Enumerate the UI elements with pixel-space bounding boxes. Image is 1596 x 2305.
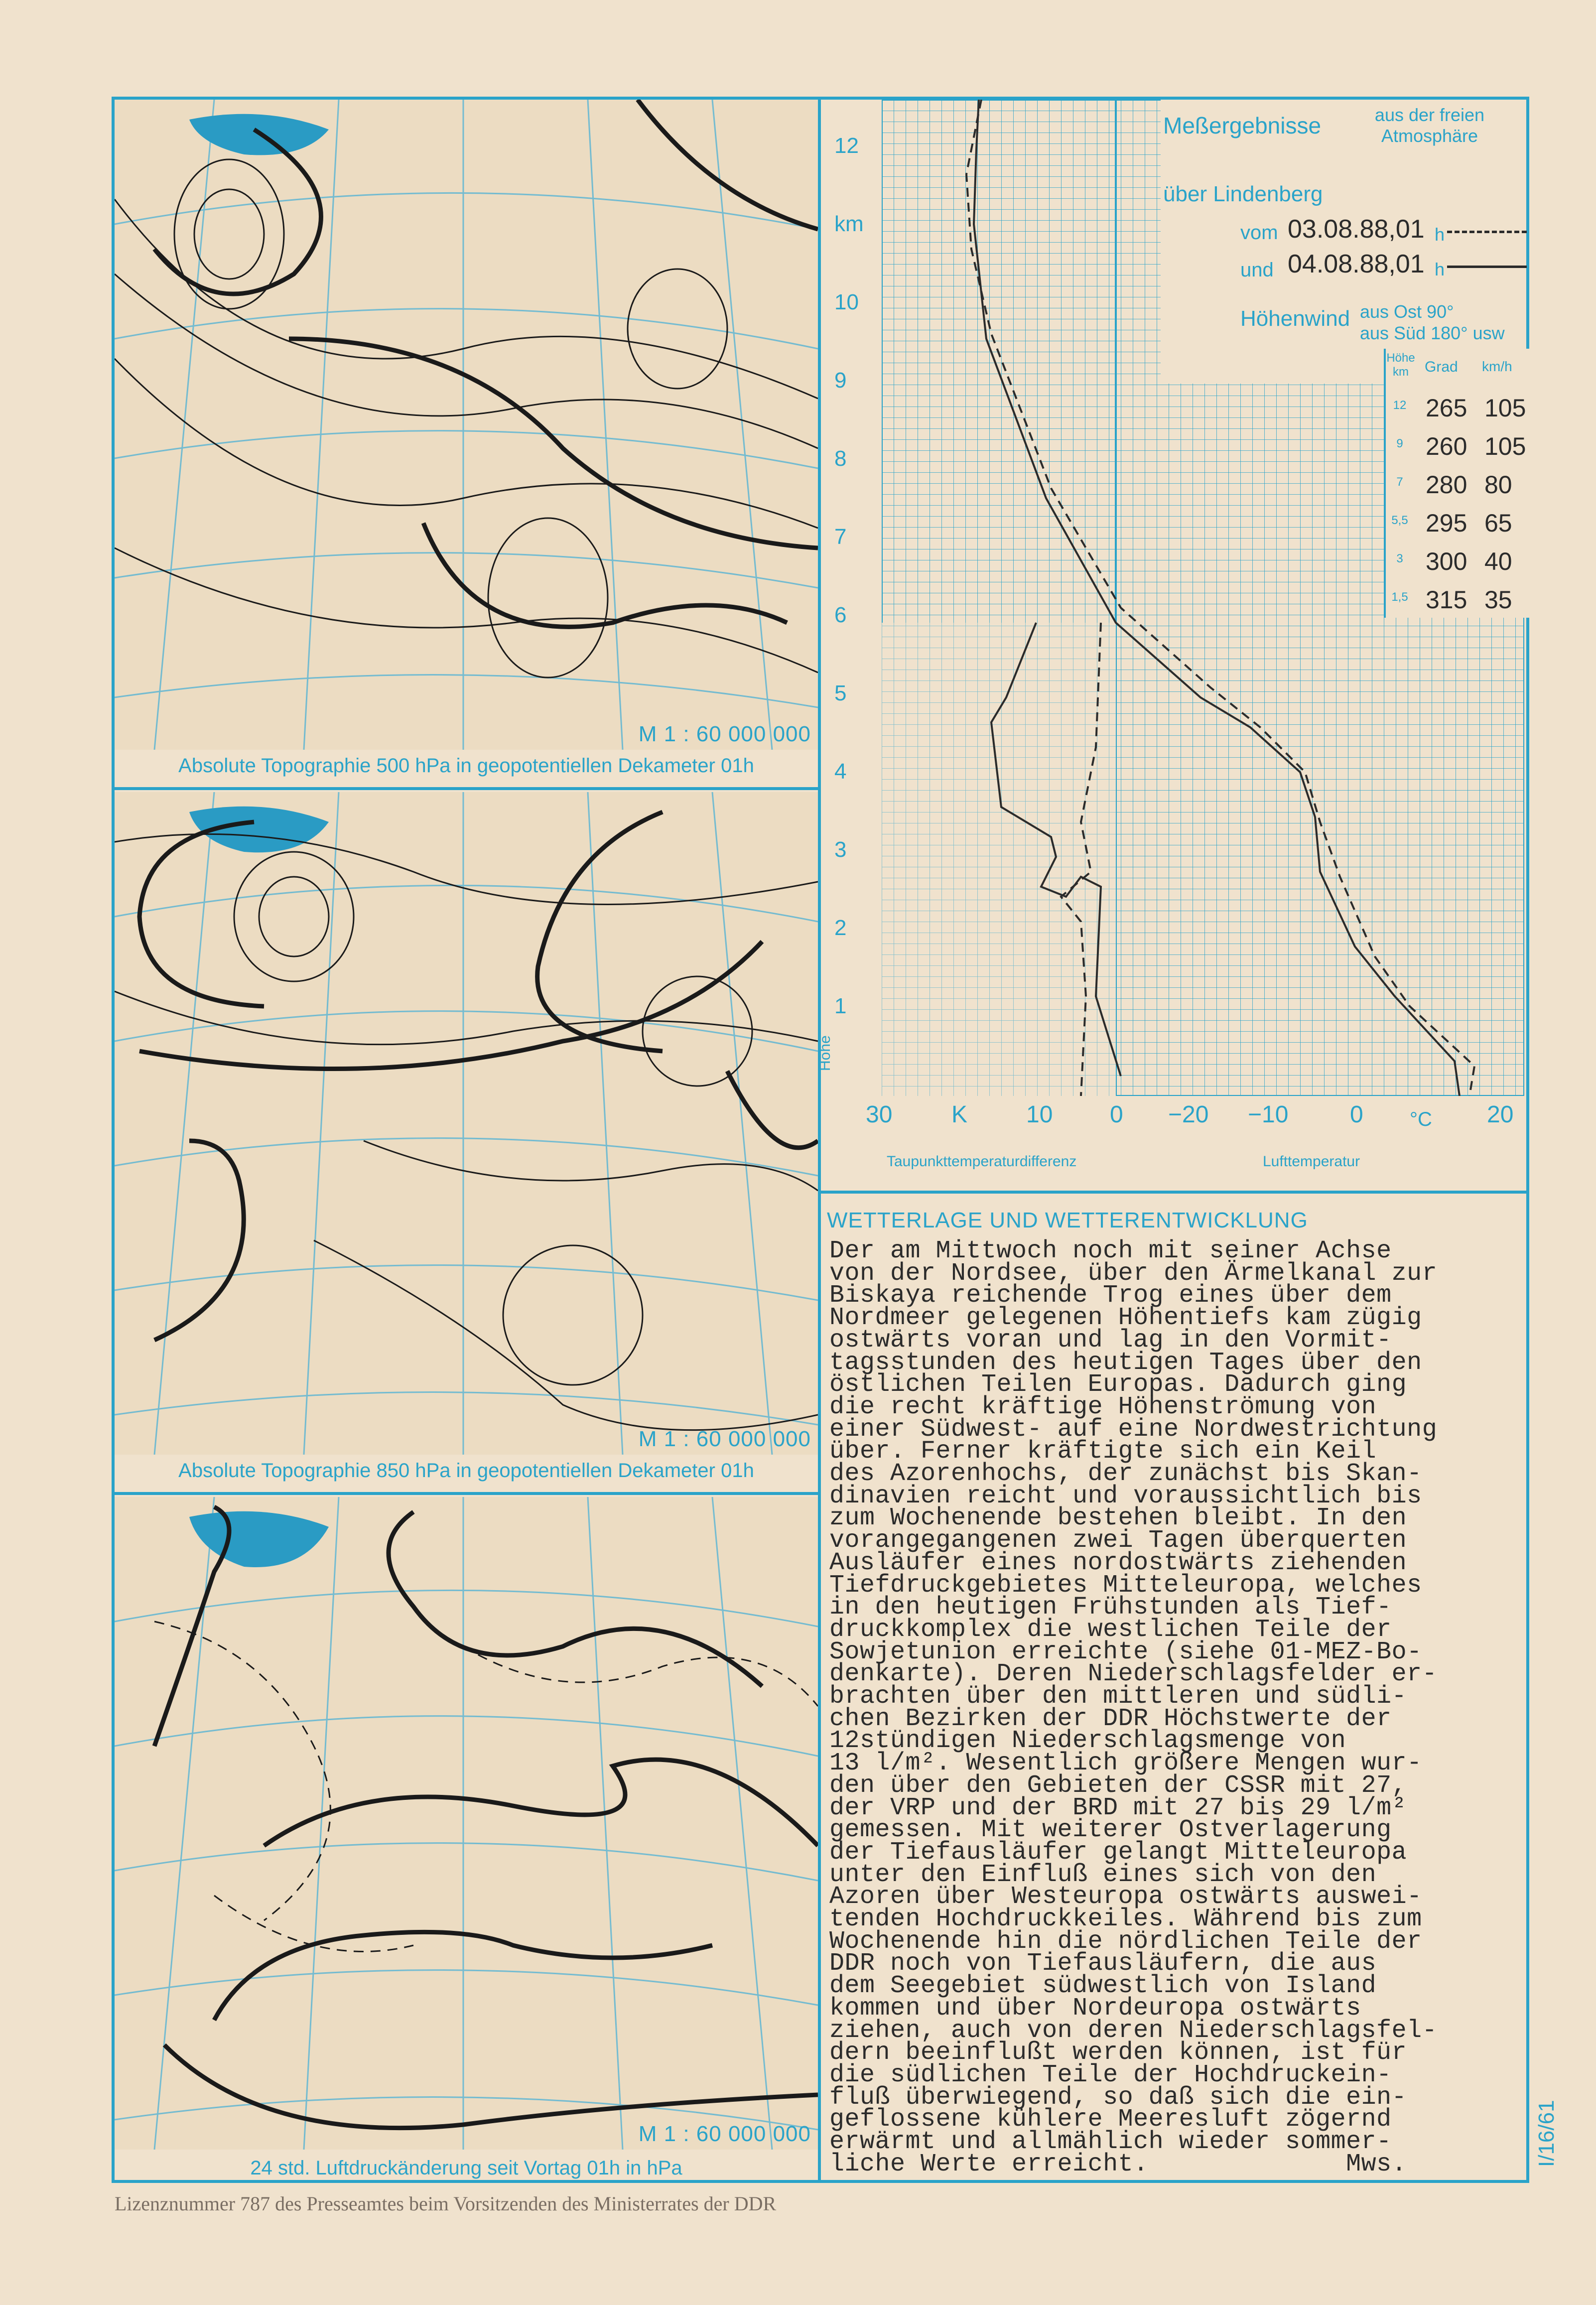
wind-row-speed: 65	[1484, 509, 1512, 537]
col-speed: km/h	[1482, 359, 1512, 374]
col-deg: Grad	[1425, 359, 1458, 375]
y-tick-label: 10	[834, 290, 859, 314]
x-right-tick: 0	[1350, 1101, 1363, 1128]
y-tick-label: 3	[834, 837, 847, 862]
article-line: die recht kräftige Höhenströmung von	[829, 1392, 1377, 1421]
article-line: dinavien reicht und voraussichtlich bis	[829, 1482, 1422, 1510]
article-line: dem Seegebiet südwestlich von Island	[829, 1972, 1377, 2001]
wind-row-speed: 105	[1484, 394, 1526, 422]
y-tick-label: 6	[834, 603, 847, 627]
article-line: Der am Mittwoch noch mit seiner Achse	[829, 1237, 1392, 1265]
article-line: geflossene kühlere Meeresluft zögernd	[829, 2105, 1392, 2134]
license-footer: Lizenznummer 787 des Presseamtes beim Vorsitzenden des Ministerrates der DDR	[115, 2192, 777, 2215]
article-line: Wochenende hin die nördlichen Teile der	[829, 1927, 1422, 1956]
article-line: chen Bezirken der DDR Höchstwerte der	[829, 1704, 1392, 1733]
wind-row-deg: 260	[1426, 432, 1467, 460]
article-line: der Tiefausläufer gelangt Mitteleuropa	[829, 1838, 1407, 1867]
wind-row-deg: 280	[1426, 471, 1467, 499]
sounding-title-right: aus der freien Atmosphäre	[1374, 105, 1485, 146]
map-500hpa	[115, 100, 818, 750]
x-left-tick: 0	[1110, 1101, 1123, 1128]
y-axis-label: Höhe	[817, 1035, 833, 1071]
wind-row-height: 9	[1396, 437, 1403, 450]
article-heading: WETTERLAGE UND WETTERENTWICKLUNG	[827, 1208, 1308, 1232]
article-line: fluß überwiegend, so daß sich die ein-	[829, 2083, 1407, 2112]
article-line: östlichen Teilen Europas. Dadurch ging	[829, 1370, 1407, 1399]
wind-row-deg: 265	[1426, 394, 1467, 422]
article-line: ostwärts voran und lag in den Vormit-	[829, 1326, 1392, 1355]
map-caption: Absolute Topographie 850 hPa in geopotentiellen Dekameter 01h	[178, 1460, 754, 1482]
article-line: unter den Einfluß eines sich von den	[829, 1860, 1377, 1889]
column-divider	[818, 97, 821, 2183]
y-tick-label: km	[834, 212, 864, 236]
x-right-tick: −20	[1168, 1101, 1209, 1128]
map-caption: 24 std. Luftdruckänderung seit Vortag 01h in hPa	[250, 2157, 682, 2179]
article-line: über. Ferner kräftigte sich ein Keil	[829, 1437, 1377, 1466]
article-line: 13 l/m². Wesentlich größere Mengen wur-	[829, 1749, 1422, 1778]
wind-row-deg: 295	[1426, 509, 1467, 537]
article-line: ziehen, auch von deren Niederschlagsfel-	[829, 2016, 1438, 2045]
date1-unit: h	[1435, 224, 1445, 245]
wind-row-speed: 105	[1484, 432, 1526, 460]
y-tick-label: 8	[834, 446, 847, 471]
map-pressure-change	[115, 1497, 818, 2150]
wind-row-deg: 315	[1426, 586, 1467, 614]
article-line: denkarte). Deren Niederschlagsfelder er-	[829, 1660, 1438, 1689]
article-line: die südlichen Teile der Hochdruckein-	[829, 2060, 1392, 2089]
article-line: Ausläufer eines nordostwärts ziehenden	[829, 1548, 1407, 1577]
y-tick-label: 9	[834, 368, 847, 393]
article-line: druckkomplex die westlichen Teile der	[829, 1615, 1392, 1644]
wind-row-deg: 300	[1426, 547, 1467, 575]
x-left-label: Taupunkttemperaturdifferenz	[887, 1153, 1077, 1170]
wind-row-speed: 35	[1484, 586, 1512, 614]
map-scale: M 1 : 60 000 000	[638, 2122, 811, 2146]
article-line: 12stündigen Niederschlagsmenge von	[829, 1727, 1346, 1756]
y-tick-label: 2	[834, 916, 847, 940]
article-line: der VRP und der BRD mit 27 bis 29 l/m²	[829, 1793, 1407, 1822]
right-divider	[818, 1191, 1529, 1194]
article-line: einer Südwest- auf eine Nordwestrichtung	[829, 1415, 1438, 1444]
x-right-tick: 20	[1487, 1101, 1514, 1128]
article-line: den über den Gebieten der CSSR mit 27,	[829, 1771, 1407, 1800]
col-height: Höhe km	[1386, 351, 1415, 379]
article-line: Tiefdruckgebietes Mitteleuropa, welches	[829, 1571, 1422, 1600]
date2-unit: h	[1435, 259, 1445, 279]
wind-row-height: 5,5	[1391, 514, 1408, 527]
vom-label: vom	[1240, 222, 1278, 244]
x-right-tick: °C	[1410, 1108, 1432, 1130]
article-line: von der Nordsee, über den Ärmelkanal zur	[829, 1259, 1438, 1288]
wind-row-height: 7	[1396, 475, 1403, 489]
article-line: Azoren über Westeuropa ostwärts auswei-	[829, 1883, 1422, 1911]
y-tick-label: 5	[834, 681, 847, 705]
article-line: vorangegangenen zwei Tagen überquerten	[829, 1526, 1407, 1555]
date2: 04.08.88,01	[1288, 250, 1425, 278]
article-line: Biskaya reichende Trog eines über dem	[829, 1281, 1392, 1310]
date1: 03.08.88,01	[1288, 215, 1425, 244]
side-code: I/16/61	[1534, 2100, 1559, 2167]
x-left-tick: 30	[866, 1101, 893, 1128]
y-tick-label: 1	[834, 994, 847, 1018]
sounding-curves	[882, 100, 1524, 1096]
x-right-tick: −10	[1248, 1101, 1289, 1128]
article-line: gemessen. Mit weiterer Ostverlagerung	[829, 1816, 1392, 1845]
y-tick-label: 12	[834, 134, 859, 158]
map-caption: Absolute Topographie 500 hPa in geopotentiellen Dekameter 01h	[178, 755, 754, 777]
wind-row-height: 12	[1393, 399, 1407, 412]
x-left-tick: 10	[1026, 1101, 1053, 1128]
wind-row-speed: 80	[1484, 471, 1512, 499]
map-scale: M 1 : 60 000 000	[638, 722, 811, 746]
article-line: zum Wochenende bestehen bleibt. In den	[829, 1504, 1407, 1533]
article-line: tenden Hochdruckkeiles. Während bis zum	[829, 1905, 1422, 1933]
y-tick-label: 4	[834, 759, 847, 784]
map-divider	[112, 787, 821, 790]
wind-row-height: 1,5	[1391, 590, 1408, 604]
wind-row-speed: 40	[1484, 547, 1512, 575]
wind-row-height: 3	[1396, 552, 1403, 565]
x-left-tick: K	[951, 1101, 968, 1128]
article-line: des Azorenhochs, der zunächst bis Skan-	[829, 1460, 1422, 1488]
article-line: liche Werte erreicht. Mws.	[829, 2150, 1407, 2178]
sounding-title: Meßergebnisse	[1163, 113, 1322, 138]
article-line: kommen und über Nordeuropa ostwärts	[829, 1994, 1361, 2023]
article-line: erwärmt und allmählich wieder sommer-	[829, 2128, 1392, 2156]
y-tick-label: 7	[834, 525, 847, 549]
article-line: in den heutigen Frühstunden als Tief-	[829, 1593, 1392, 1622]
wind-title: Höhenwind	[1240, 306, 1350, 331]
und-label: und	[1240, 259, 1274, 281]
article-line: tagsstunden des heutigen Tages über den	[829, 1348, 1422, 1377]
map-scale: M 1 : 60 000 000	[638, 1427, 811, 1451]
x-right-label: Lufttemperatur	[1263, 1153, 1360, 1170]
article-line: Sowjetunion erreichte (siehe 01-MEZ-Bo-	[829, 1637, 1422, 1666]
sounding-station: über Lindenberg	[1163, 182, 1323, 206]
article-line: dern beeinflußt werden können, ist für	[829, 2038, 1407, 2067]
map-divider	[112, 1492, 821, 1495]
article-line: brachten über den mittleren und südli-	[829, 1682, 1407, 1711]
article-line: DDR noch von Tiefausläufern, die aus	[829, 1949, 1377, 1978]
map-850hpa	[115, 792, 818, 1455]
article-line: Nordmeer gelegenen Höhentiefs kam zügig	[829, 1304, 1422, 1333]
wind-dir-1: aus Ost 90°	[1360, 301, 1454, 322]
wind-dir-2: aus Süd 180° usw	[1360, 323, 1505, 343]
